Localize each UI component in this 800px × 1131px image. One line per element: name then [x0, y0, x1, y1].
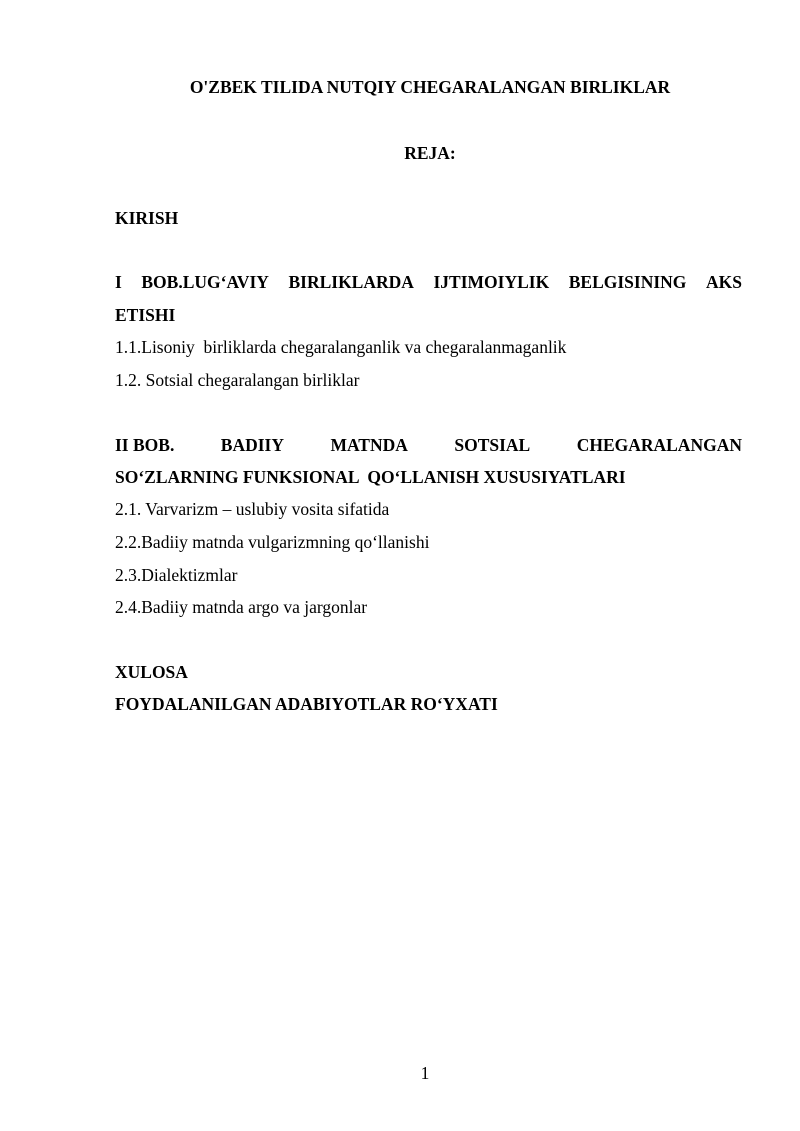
chapter2-title-line1 — [115, 434, 742, 456]
chapter2-title-line2: SO‘ZLARNING FUNKSIONAL QO‘LLANISH XUSUSIYATLARI — [115, 467, 626, 487]
section-2-4: 2.4.Badiiy matnda argo va jargonlar — [115, 597, 368, 617]
references-heading: FOYDALANILGAN ADABIYOTLAR RO‘YXATI — [115, 694, 498, 714]
intro-heading: KIRISH — [115, 208, 179, 228]
chapter1-word: IJTIMOIYLIK — [433, 272, 550, 292]
chapter1-word: BELGISINING — [568, 272, 687, 292]
chapter2-word: BADIIY — [220, 435, 284, 455]
chapter1-word: AKS — [705, 272, 742, 292]
page-number: 1 — [420, 1063, 430, 1083]
chapter1-word: BOB.LUG‘AVIY — [141, 272, 269, 292]
section-1-2: 1.2. Sotsial chegaralangan birliklar — [115, 370, 360, 390]
chapter2-word: CHEGARALANGAN — [576, 435, 742, 455]
document-title: O'ZBEK TILIDA NUTQIY CHEGARALANGAN BIRLIKLAR — [189, 77, 671, 97]
chapter2-word: MATNDA — [330, 435, 408, 455]
conclusion-heading: XULOSA — [115, 662, 188, 682]
section-2-3: 2.3.Dialektizmlar — [115, 565, 238, 585]
section-2-2: 2.2.Badiiy matnda vulgarizmning qo‘llanishi — [115, 532, 430, 552]
section-1-1: 1.1.Lisoniy birliklarda chegaralanganlik va chegaralanmaganlik — [115, 337, 567, 357]
chapter2-word: SOTSIAL — [454, 435, 531, 455]
chapter1-word: BIRLIKLARDA — [288, 272, 414, 292]
chapter1-title-line1 — [115, 271, 742, 293]
chapter1-word: I — [115, 272, 122, 292]
section-2-1: 2.1. Varvarizm – uslubiy vosita sifatida — [115, 499, 390, 519]
plan-heading: REJA: — [404, 143, 456, 163]
chapter1-title-line2: ETISHI — [115, 305, 176, 325]
chapter2-word: II BOB. — [115, 435, 175, 455]
